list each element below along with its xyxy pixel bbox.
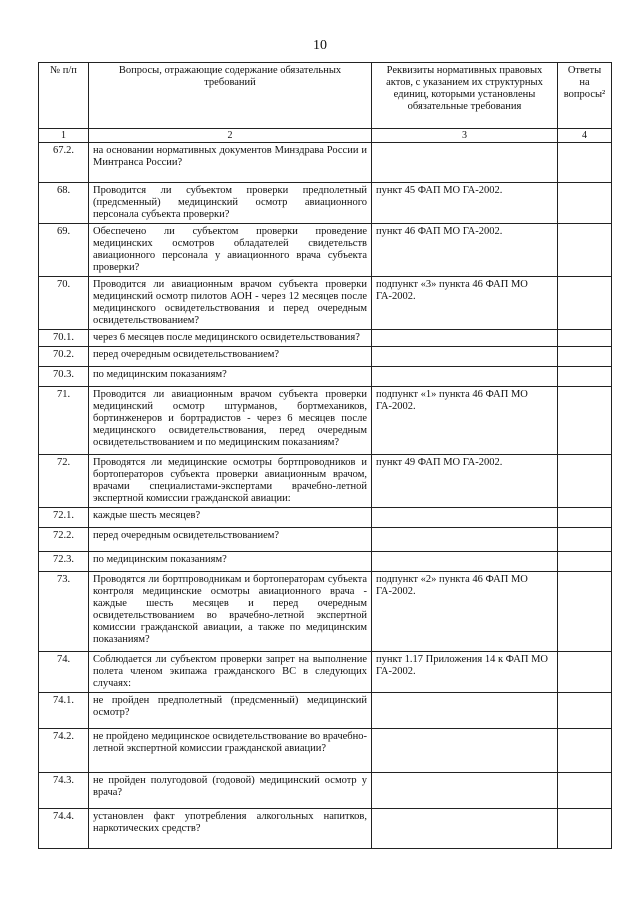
row-number: 73. (39, 572, 89, 652)
row-number: 67.2. (39, 143, 89, 183)
column-index-1: 1 (39, 129, 89, 143)
row-reference (372, 347, 558, 367)
row-reference: пункт 1.17 Приложения 14 к ФАП МО ГА-2002. (372, 652, 558, 693)
table-row (39, 387, 612, 455)
row-number: 68. (39, 183, 89, 224)
row-reference: пункт 46 ФАП МО ГА-2002. (372, 224, 558, 277)
row-reference (372, 330, 558, 347)
column-index-3: 3 (372, 129, 558, 143)
row-question: не пройдено медицинское освидетельствование во врачебно-летной экспертной комиссии гражданской авиации? (89, 729, 372, 773)
row-answer-cell[interactable] (558, 455, 612, 508)
row-answer-cell[interactable] (558, 387, 612, 455)
row-number: 70.2. (39, 347, 89, 367)
row-number: 74.3. (39, 773, 89, 809)
row-answer-cell[interactable] (558, 773, 612, 809)
row-question: Проводятся ли бортпроводникам и бортоператорам субъекта контроля медицинские осмотры авиационного врача - каждые шесть месяцев и перед очередным освидетельствованием во врачебно-летной экспертной комиссии гражданской авиации, а также по медицинским показаниям? (89, 572, 372, 652)
row-number: 72.1. (39, 508, 89, 528)
table-row (39, 183, 612, 224)
row-reference (372, 809, 558, 849)
row-number: 72.2. (39, 528, 89, 552)
column-index-4: 4 (558, 129, 612, 143)
row-question: перед очередным освидетельствованием? (89, 528, 372, 552)
row-answer-cell[interactable] (558, 729, 612, 773)
table-row (39, 693, 612, 729)
row-number: 72. (39, 455, 89, 508)
row-question: перед очередным освидетельствованием? (89, 347, 372, 367)
row-number: 70.1. (39, 330, 89, 347)
page-number: 10 (313, 38, 327, 53)
header-num: № п/п (39, 63, 89, 129)
table-header-row (39, 63, 612, 129)
row-number: 71. (39, 387, 89, 455)
row-reference: подпункт «2» пункта 46 ФАП МО ГА-2002. (372, 572, 558, 652)
table-row (39, 277, 612, 330)
table-row (39, 809, 612, 849)
table-row (39, 552, 612, 572)
table-row (39, 143, 612, 183)
row-question: Проводятся ли медицинские осмотры бортпроводников и бортоператоров субъекта проверки авиационным врачом, врачами специалистами-экспертами врачебно-летной экспертной комиссии гражданской авиации: (89, 455, 372, 508)
table-row (39, 347, 612, 367)
table-row (39, 528, 612, 552)
row-reference (372, 528, 558, 552)
row-number: 70. (39, 277, 89, 330)
row-answer-cell[interactable] (558, 183, 612, 224)
row-reference: подпункт «3» пункта 46 ФАП МО ГА-2002. (372, 277, 558, 330)
row-question: по медицинским показаниям? (89, 367, 372, 387)
table-row (39, 508, 612, 528)
row-answer-cell[interactable] (558, 330, 612, 347)
row-answer-cell[interactable] (558, 652, 612, 693)
row-question: Проводится ли субъектом проверки предполетный (предсменный) медицинский осмотр авиационного персонала субъекта проверки? (89, 183, 372, 224)
row-question: установлен факт употребления алкогольных напитков, наркотических средств? (89, 809, 372, 849)
row-question: на основании нормативных документов Минздрава России и Минтранса России? (89, 143, 372, 183)
table-row (39, 330, 612, 347)
row-reference (372, 773, 558, 809)
requirements-table (38, 62, 612, 849)
row-answer-cell[interactable] (558, 572, 612, 652)
table-row (39, 224, 612, 277)
row-reference (372, 693, 558, 729)
row-number: 69. (39, 224, 89, 277)
table-row (39, 773, 612, 809)
row-question: Проводится ли авиационным врачом субъекта проверки медицинский осмотр штурманов, бортмехаников, бортинженеров и бортрадистов - через 6 месяцев после медицинского освидетельствования, перед очередным освидетельствованием и по медицинским показаниям? (89, 387, 372, 455)
row-reference (372, 508, 558, 528)
row-answer-cell[interactable] (558, 809, 612, 849)
column-index-row (39, 129, 612, 143)
table-row (39, 572, 612, 652)
row-answer-cell[interactable] (558, 367, 612, 387)
row-answer-cell[interactable] (558, 693, 612, 729)
table-row (39, 652, 612, 693)
row-question: не пройден полугодовой (годовой) медицинский осмотр у врача? (89, 773, 372, 809)
table-row (39, 367, 612, 387)
row-question: Проводится ли авиационным врачом субъекта проверки медицинский осмотр пилотов АОН - через 12 месяцев после медицинского освидетельствования и перед очередным освидетельствованием? (89, 277, 372, 330)
row-reference: пункт 45 ФАП МО ГА-2002. (372, 183, 558, 224)
row-number: 74.2. (39, 729, 89, 773)
row-answer-cell[interactable] (558, 508, 612, 528)
row-question: не пройден предполетный (предсменный) медицинский осмотр? (89, 693, 372, 729)
row-question: через 6 месяцев после медицинского освидетельствования? (89, 330, 372, 347)
header-reference: Реквизиты нормативных правовых актов, с указанием их структурных единиц, которыми установлены обязательные требования (372, 63, 558, 129)
row-question: Обеспечено ли субъектом проверки проведение медицинских осмотров обладателей свидетельств авиационного персонала у авиационного врача субъекта проверки? (89, 224, 372, 277)
header-question: Вопросы, отражающие содержание обязательных требований (89, 63, 372, 129)
row-answer-cell[interactable] (558, 224, 612, 277)
row-reference (372, 367, 558, 387)
row-answer-cell[interactable] (558, 347, 612, 367)
row-reference (372, 143, 558, 183)
row-answer-cell[interactable] (558, 552, 612, 572)
row-reference: пункт 49 ФАП МО ГА-2002. (372, 455, 558, 508)
row-answer-cell[interactable] (558, 528, 612, 552)
row-answer-cell[interactable] (558, 143, 612, 183)
row-question: каждые шесть месяцев? (89, 508, 372, 528)
row-reference (372, 729, 558, 773)
table-row (39, 729, 612, 773)
row-answer-cell[interactable] (558, 277, 612, 330)
row-number: 70.3. (39, 367, 89, 387)
row-number: 72.3. (39, 552, 89, 572)
row-number: 74.4. (39, 809, 89, 849)
row-question: Соблюдается ли субъектом проверки запрет на выполнение полета членом экипажа гражданского ВС в следующих случаях: (89, 652, 372, 693)
column-index-2: 2 (89, 129, 372, 143)
row-number: 74. (39, 652, 89, 693)
row-number: 74.1. (39, 693, 89, 729)
table-row (39, 455, 612, 508)
row-reference (372, 552, 558, 572)
row-reference: подпункт «1» пункта 46 ФАП МО ГА-2002. (372, 387, 558, 455)
row-question: по медицинским показаниям? (89, 552, 372, 572)
header-answer: Ответы на вопросы² (558, 63, 612, 129)
